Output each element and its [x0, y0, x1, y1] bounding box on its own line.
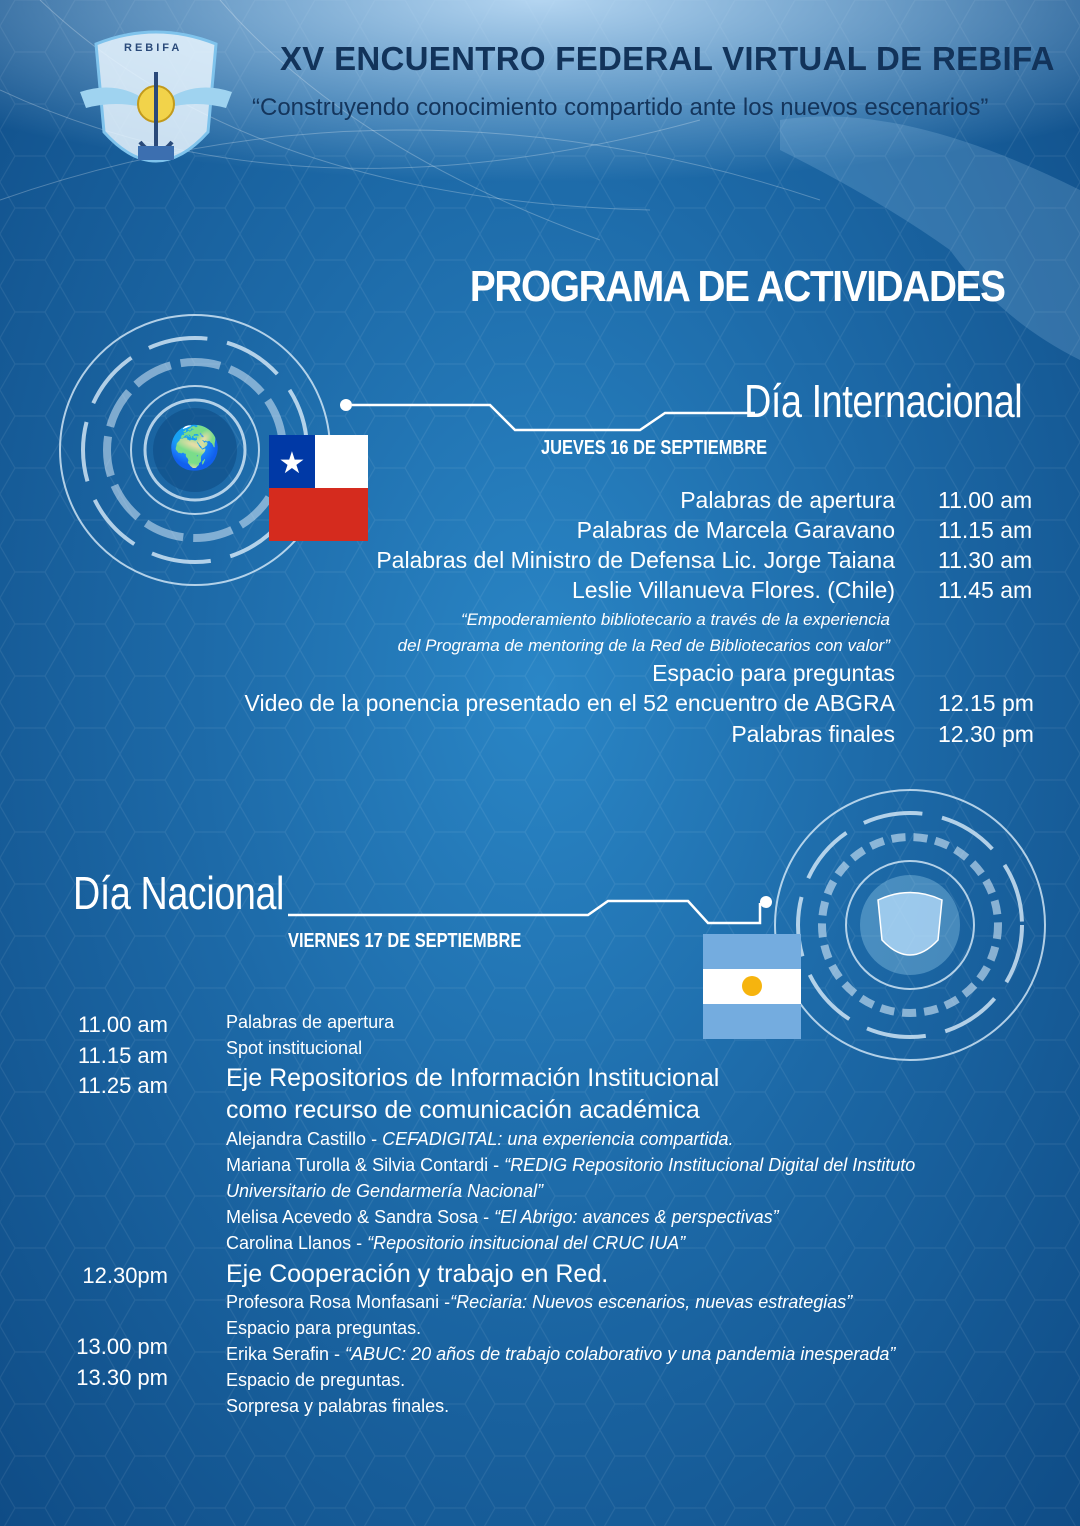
nat-line: [226, 1344, 895, 1365]
connector-line-right: [288, 893, 778, 933]
intl-activity: Palabras finales: [731, 721, 895, 747]
argentina-flag: [703, 934, 801, 1039]
talk-title: CEFADIGITAL: una experiencia compartida.: [382, 1129, 734, 1149]
intl-item: [150, 487, 1045, 518]
intl-item: [150, 517, 1045, 548]
speaker-name: Profesora Rosa Monfasani -: [226, 1292, 451, 1312]
national-day-heading: Día Nacional: [73, 867, 285, 919]
intl-quote-line2: del Programa de mentoring de la Red de Bibliotecarios con valor”: [397, 636, 890, 655]
international-day-heading: Día Internacional: [743, 375, 1022, 427]
intl-time: 11.45 am: [938, 577, 1033, 603]
intl-activity: Palabras de Marcela Garavano: [576, 517, 895, 543]
nat-time: 13.30 pm: [76, 1365, 168, 1390]
nat-time: 13.00 pm: [76, 1334, 168, 1359]
logo-text: REBIFA: [124, 42, 183, 54]
svg-text:★: ★: [278, 446, 306, 481]
speaker-name: Alejandra Castillo -: [226, 1129, 383, 1149]
nat-line: Sorpresa y palabras finales.: [226, 1396, 450, 1416]
talk-title: “El Abrigo: avances & perspectivas”: [494, 1207, 779, 1227]
nat-line: Espacio para preguntas.: [226, 1318, 422, 1338]
talk-title: “Repositorio insitucional del CRUC IUA”: [367, 1233, 686, 1253]
intl-activity: Palabras del Ministro de Defensa Lic. Jorge Taiana: [376, 547, 895, 573]
tech-dial-right: [760, 780, 1070, 1090]
nat-line: Palabras de apertura: [226, 1012, 395, 1032]
nat-line: [226, 1181, 543, 1202]
intl-item: [150, 690, 1045, 721]
nat-time: 11.15 am: [77, 1043, 168, 1068]
event-subtitle: “Construyendo conocimiento compartido ante los nuevos escenarios”: [252, 94, 989, 121]
event-title: XV ENCUENTRO FEDERAL VIRTUAL DE REBIFA: [280, 40, 1055, 77]
talk-title: Universitario de Gendarmería Nacional”: [226, 1181, 544, 1201]
intl-activity: Leslie Villanueva Flores. (Chile): [572, 577, 895, 603]
talk-title: “ABUC: 20 años de trabajo colaborativo y una pandemia inesperada”: [345, 1344, 896, 1364]
speaker-name: Mariana Turolla & Silvia Contardi -: [226, 1155, 505, 1175]
intl-time: 12.15 pm: [938, 690, 1034, 716]
nat-time: 11.00 am: [77, 1012, 168, 1037]
nat-time: 12.30pm: [82, 1263, 168, 1288]
intl-item: [150, 721, 1045, 752]
talk-title: “Reciaria: Nuevos escenarios, nuevas estrategias”: [450, 1292, 853, 1312]
svg-text:🌍: 🌍: [168, 423, 222, 472]
nat-axis-title: como recurso de comunicación académica: [226, 1096, 700, 1124]
intl-item: [150, 660, 1045, 691]
intl-item: [150, 547, 1045, 578]
talk-title: “REDIG Repositorio Institucional Digital del Instituto: [504, 1155, 916, 1175]
intl-time: 11.30 am: [938, 547, 1033, 573]
intl-time: 12.30 pm: [938, 721, 1034, 747]
nat-line: [226, 1129, 734, 1150]
nat-time: 11.25 am: [77, 1073, 168, 1098]
intl-time: 11.00 am: [938, 487, 1033, 513]
nat-line: Spot institucional: [226, 1038, 363, 1058]
intl-activity: Espacio para preguntas: [652, 660, 895, 686]
speaker-name: Erika Serafin -: [226, 1344, 346, 1364]
international-date: JUEVES 16 DE SEPTIEMBRE: [541, 437, 768, 459]
national-date: VIERNES 17 DE SEPTIEMBRE: [288, 930, 522, 952]
rebifa-logo: [76, 22, 236, 192]
nat-line: [226, 1207, 779, 1228]
speaker-name: Carolina Llanos -: [226, 1233, 368, 1253]
program-title: PROGRAMA DE ACTIVIDADES: [470, 262, 1005, 311]
intl-quote-line1: “Empoderamiento bibliotecario a través de la experiencia: [460, 610, 890, 629]
nat-line: [226, 1155, 915, 1176]
intl-activity: Video de la ponencia presentado en el 52 encuentro de ABGRA: [244, 690, 895, 716]
intl-activity: Palabras de apertura: [680, 487, 895, 513]
nat-line: [226, 1292, 852, 1313]
intl-time: 11.15 am: [938, 517, 1033, 543]
nat-axis-title: Eje Cooperación y trabajo en Red.: [226, 1260, 609, 1288]
intl-item: [150, 577, 1045, 608]
nat-line: Espacio de preguntas.: [226, 1370, 406, 1390]
nat-line: [226, 1233, 685, 1254]
nat-axis-title: Eje Repositorios de Información Institucional: [226, 1064, 720, 1092]
speaker-name: Melisa Acevedo & Sandra Sosa -: [226, 1207, 495, 1227]
